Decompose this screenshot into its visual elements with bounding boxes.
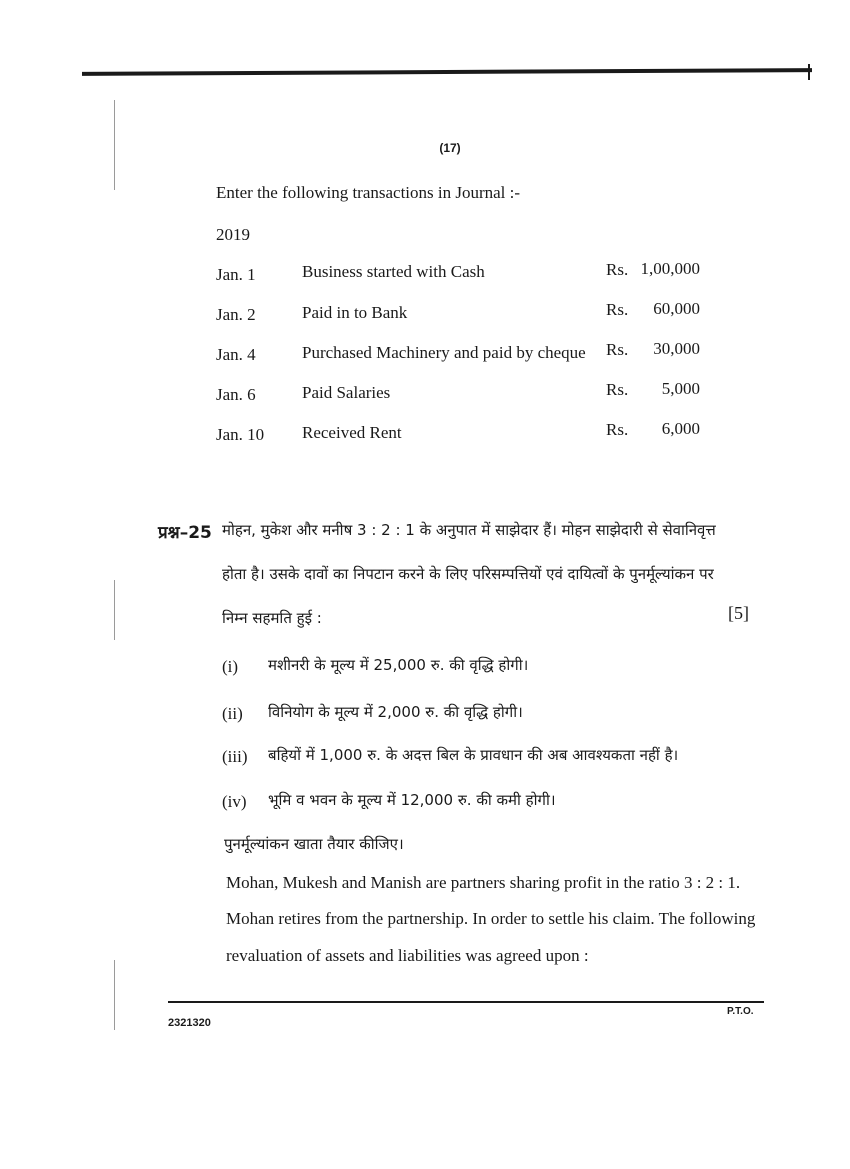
transaction-currency: Rs. bbox=[606, 380, 629, 399]
english-question-line: revaluation of assets and liabilities was agreed upon : bbox=[226, 946, 589, 965]
transaction-amount: 60,000 bbox=[653, 299, 700, 318]
transaction-currency: Rs. bbox=[606, 340, 629, 359]
english-question-line: Mohan retires from the partnership. In order to settle his claim. The following bbox=[226, 909, 756, 928]
question-hindi-line: होता है। उसके दावों का निपटान करने के लिए परिसम्पत्तियों एवं दायित्वों के पुनर्मूल्यांकन पर bbox=[222, 565, 714, 583]
bottom-rule bbox=[168, 1001, 764, 1003]
item-number: (ii) bbox=[222, 704, 243, 723]
item-text: मशीनरी के मूल्य में 25,000 रु. की वृद्धि होगी। bbox=[268, 656, 529, 674]
transactions-year: 2019 bbox=[216, 225, 250, 244]
hindi-instruction: पुनर्मूल्यांकन खाता तैयार कीजिए। bbox=[224, 835, 404, 853]
transaction-description: Paid Salaries bbox=[302, 383, 391, 402]
transaction-currency: Rs. bbox=[606, 420, 629, 439]
question-label: प्रश्न–25 bbox=[158, 523, 212, 543]
paper-code: 2321320 bbox=[168, 1017, 211, 1029]
journal-intro: Enter the following transactions in Journal :- bbox=[216, 183, 521, 202]
question-hindi-line: निम्न सहमति हुई : bbox=[222, 609, 322, 627]
scan-margin-line bbox=[114, 960, 115, 1030]
transaction-description: Purchased Machinery and paid by cheque bbox=[302, 343, 586, 362]
item-number: (iii) bbox=[222, 747, 248, 766]
top-rule-tick bbox=[808, 64, 810, 80]
item-number: (iv) bbox=[222, 792, 247, 811]
transaction-amount: 30,000 bbox=[653, 339, 700, 358]
transaction-date: Jan. 1 bbox=[216, 265, 256, 284]
item-text: बहियों में 1,000 रु. के अदत्त बिल के प्रावधान की अब आवश्यकता नहीं है। bbox=[268, 746, 679, 764]
page-number: (17) bbox=[439, 141, 461, 155]
top-rule bbox=[82, 68, 812, 76]
transaction-currency: Rs. bbox=[606, 300, 629, 319]
transaction-amount: 1,00,000 bbox=[640, 259, 700, 278]
transaction-date: Jan. 4 bbox=[216, 345, 256, 364]
transaction-currency: Rs. bbox=[606, 260, 629, 279]
english-question-line: Mohan, Mukesh and Manish are partners sharing profit in the ratio 3 : 2 : 1. bbox=[226, 873, 741, 892]
transaction-date: Jan. 6 bbox=[216, 385, 256, 404]
pto-label: P.T.O. bbox=[727, 1006, 754, 1017]
item-text: विनियोग के मूल्य में 2,000 रु. की वृद्धि होगी। bbox=[268, 703, 523, 721]
transaction-date: Jan. 10 bbox=[216, 425, 265, 444]
transaction-date: Jan. 2 bbox=[216, 305, 256, 324]
transaction-description: Paid in to Bank bbox=[302, 303, 408, 322]
scan-margin-line bbox=[114, 580, 115, 640]
question-hindi-line: मोहन, मुकेश और मनीष 3 : 2 : 1 के अनुपात में साझेदार हैं। मोहन साझेदारी से सेवानिवृत्त bbox=[222, 521, 716, 539]
transaction-description: Received Rent bbox=[302, 423, 402, 442]
question-marks: [5] bbox=[728, 603, 749, 623]
transaction-amount: 5,000 bbox=[661, 379, 700, 398]
transaction-amount: 6,000 bbox=[661, 419, 700, 438]
item-text: भूमि व भवन के मूल्य में 12,000 रु. की कमी होगी। bbox=[268, 791, 556, 809]
transaction-description: Business started with Cash bbox=[302, 262, 485, 281]
item-number: (i) bbox=[222, 657, 239, 676]
